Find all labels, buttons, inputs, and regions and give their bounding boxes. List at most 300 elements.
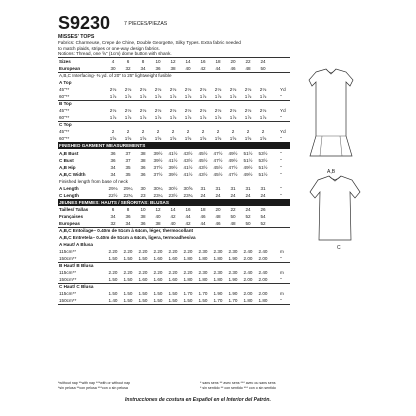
table-cell: 1.40 xyxy=(108,298,118,303)
table-cell: 41½ xyxy=(183,164,193,170)
table-cell: 1.50 xyxy=(153,291,163,296)
table-cell: 47½ xyxy=(228,164,238,170)
table-cell: 1.50 xyxy=(138,298,148,303)
row-label: 115cm** xyxy=(59,249,77,254)
row-label: C Length xyxy=(59,192,79,198)
table-cell: 23¼ xyxy=(153,192,163,198)
table-cell: 48 xyxy=(230,221,236,226)
row-label: 115cm** xyxy=(59,270,77,275)
table-cell: 2.20 xyxy=(168,249,178,254)
table-cell: 50 xyxy=(260,66,266,71)
table-cell: 2.40 xyxy=(243,249,253,254)
table-cell: 1.80 xyxy=(258,298,268,303)
table-cell: 52 xyxy=(245,214,251,219)
table-cell: 22 xyxy=(245,59,251,64)
table-cell: 1.60 xyxy=(168,256,178,261)
row-label: Tailles/ Tallas xyxy=(59,207,89,212)
table-cell: 1.80 xyxy=(213,256,223,261)
table-cell: 2⅛ xyxy=(199,87,207,92)
table-cell: 1⅝ xyxy=(199,136,207,141)
table-cell: 46 xyxy=(230,66,236,71)
table-cell: 2.20 xyxy=(153,270,163,275)
table-cell: 2⅛ xyxy=(184,87,192,92)
table-cell: 10 xyxy=(155,59,161,64)
table-cell: 2.30 xyxy=(228,249,238,254)
table-row xyxy=(58,248,290,255)
section-title: B Top xyxy=(59,101,72,106)
table-cell: 1.90 xyxy=(228,277,238,282)
table-cell: 1.90 xyxy=(213,291,223,296)
row-label: European xyxy=(59,66,81,71)
table-cell: 1⅞ xyxy=(109,115,117,120)
table-cell: 35 xyxy=(125,171,131,177)
table-cell: 48 xyxy=(215,214,221,219)
row-label: 60"** xyxy=(59,136,70,141)
table-cell: 34 xyxy=(140,66,146,71)
table-cell: 38 xyxy=(155,221,161,226)
table-cell: 23¾ xyxy=(183,192,193,198)
table-cell: 39½ xyxy=(153,157,163,163)
spanish-banner: JEUNES FEMMES: HAUTS / SEÑORITAS: BLUSAS xyxy=(58,199,290,206)
table-cell: 2.20 xyxy=(123,270,133,275)
table-row xyxy=(58,135,290,142)
table-cell: 2⅛ xyxy=(169,108,177,113)
table-cell: 2.20 xyxy=(183,249,193,254)
table-cell: 1⅞ xyxy=(199,115,207,120)
table-cell: 2⅛ xyxy=(124,87,132,92)
table-cell: 34 xyxy=(125,221,131,226)
table-cell: 30 xyxy=(110,66,116,71)
table-cell: 2 xyxy=(111,129,115,134)
table-cell: 50 xyxy=(230,214,236,219)
sizes-row xyxy=(58,58,290,65)
row-label: 115cm** xyxy=(59,291,77,296)
table-cell: 31 xyxy=(245,185,251,191)
table-cell: 2.20 xyxy=(153,249,163,254)
table-cell: 1.70 xyxy=(228,298,238,303)
table-row xyxy=(58,128,290,135)
table-cell: 6 xyxy=(111,207,115,212)
table-cell: 1.80 xyxy=(243,298,253,303)
table-cell: 36 xyxy=(140,171,146,177)
table-cell: 47½ xyxy=(228,171,238,177)
table-cell: 2 xyxy=(216,129,220,134)
entretela-line: A,B,C Entretela– 0.40m de 51cm a 64cm, ligera, termoadhesiva xyxy=(59,235,196,240)
table-cell: 1⅞ xyxy=(109,94,117,99)
table-cell: 24 xyxy=(215,192,221,198)
table-cell: 52 xyxy=(260,221,266,226)
table-cell: 34 xyxy=(110,214,116,219)
table-cell: 1⅞ xyxy=(154,94,162,99)
row-label: Françaises xyxy=(59,214,84,219)
table-cell: 22 xyxy=(230,207,236,212)
table-cell: 49½ xyxy=(228,150,238,156)
table-cell: 23 xyxy=(140,192,146,198)
row-label: 45"** xyxy=(59,129,70,134)
table-row xyxy=(58,86,290,93)
unit-label: " xyxy=(280,136,282,141)
table-cell: 39½ xyxy=(168,171,178,177)
table-cell: 1⅞ xyxy=(214,115,222,120)
table-cell: 24 xyxy=(260,59,266,64)
table-cell: 23½ xyxy=(168,192,178,198)
table-cell: 30¼ xyxy=(153,185,163,191)
table-cell: 38 xyxy=(140,157,146,163)
row-label: A,B Hip xyxy=(59,164,76,170)
table-cell: 1⅝ xyxy=(244,136,252,141)
table-cell: 31 xyxy=(215,185,221,191)
unit-label: m xyxy=(280,270,284,275)
european-sizes-row xyxy=(58,65,290,72)
notions-line: Notions: Thread, one ⅝" (1cm) dome button with shank. xyxy=(58,51,172,56)
table-cell: 2⅛ xyxy=(214,108,222,113)
table-row xyxy=(58,276,290,283)
table-cell: 43½ xyxy=(183,150,193,156)
table-cell: 2⅛ xyxy=(244,87,252,92)
table-cell: 2.20 xyxy=(138,270,148,275)
table-rule xyxy=(58,121,290,122)
table-cell: 2 xyxy=(201,129,205,134)
table-cell: 2⅛ xyxy=(199,108,207,113)
table-cell: 49½ xyxy=(243,164,253,170)
table-cell: 45½ xyxy=(213,164,223,170)
table-cell: 34 xyxy=(110,164,116,170)
table-cell: 36 xyxy=(155,66,161,71)
table-cell: 2⅛ xyxy=(184,108,192,113)
unit-label: Yd xyxy=(280,108,286,113)
table-cell: 1⅝ xyxy=(259,136,267,141)
table-row xyxy=(58,107,290,114)
table-cell: 30⅝ xyxy=(183,185,193,191)
table-cell: 37 xyxy=(125,150,131,156)
table-cell: 1.50 xyxy=(108,256,118,261)
table-cell: 2⅛ xyxy=(139,108,147,113)
table-cell: 35 xyxy=(125,164,131,170)
table-cell: 37½ xyxy=(153,164,163,170)
table-cell: 1⅝ xyxy=(229,136,237,141)
table-cell: 38 xyxy=(140,150,146,156)
table-cell: 20 xyxy=(215,207,221,212)
row-label: 45"** xyxy=(59,108,70,113)
europeas-row xyxy=(58,220,290,227)
table-cell: 2⅛ xyxy=(259,87,267,92)
table-cell: 49½ xyxy=(243,171,253,177)
table-cell: 24 xyxy=(200,192,206,198)
table-cell: 1.80 xyxy=(213,277,223,282)
row-label: A,B,C Width xyxy=(59,171,86,177)
table-cell: 1.50 xyxy=(168,291,178,296)
tallas-row xyxy=(58,206,290,213)
table-cell: 1⅞ xyxy=(154,115,162,120)
table-cell: 2.40 xyxy=(243,270,253,275)
table-cell: 1⅝ xyxy=(214,136,222,141)
finished-length-title: Finished length from base of neck xyxy=(59,178,128,184)
entoilage-line: A,B,C Entoilage– 0.40m de 51cm à 64cm, léger, thermocollant xyxy=(59,228,194,233)
table-cell: 10 xyxy=(140,207,146,212)
table-cell: 1⅞ xyxy=(169,94,177,99)
table-cell: 26 xyxy=(260,207,266,212)
table-cell: 45½ xyxy=(198,157,208,163)
table-cell: 2⅛ xyxy=(109,108,117,113)
table-cell: 8 xyxy=(126,207,130,212)
table-cell: 37 xyxy=(125,157,131,163)
view-ab-label: A,B xyxy=(327,169,336,175)
table-cell: 39½ xyxy=(168,164,178,170)
table-cell: 2⅛ xyxy=(229,87,237,92)
table-cell: 1⅞ xyxy=(124,115,132,120)
row-label: Europeas xyxy=(59,221,80,226)
table-cell: 24 xyxy=(245,207,251,212)
francaises-row xyxy=(58,213,290,220)
footnote-right-2: * sin sentido ** con sentido *** con o sin sentido xyxy=(200,386,276,390)
table-cell: 2.30 xyxy=(213,270,223,275)
table-cell: 1⅝ xyxy=(139,136,147,141)
unit-label: m xyxy=(280,291,284,296)
table-cell: 2 xyxy=(246,129,250,134)
table-cell: 36 xyxy=(110,150,116,156)
table-cell: 43½ xyxy=(198,171,208,177)
table-cell: 38 xyxy=(170,66,176,71)
table-row xyxy=(58,269,290,276)
subtitle: MISSES' TOPS xyxy=(58,34,95,40)
table-cell: 2.40 xyxy=(258,249,268,254)
table-cell: 46 xyxy=(215,221,221,226)
table-row xyxy=(58,297,290,304)
table-cell: 2⅛ xyxy=(244,108,252,113)
table-cell: 1⅞ xyxy=(169,115,177,120)
table-cell: 2⅛ xyxy=(229,108,237,113)
pieces-count: 7 PIECES/PIEZAS xyxy=(124,21,168,27)
table-cell: 2⅛ xyxy=(169,87,177,92)
section-title: B Haut/ B Blusa xyxy=(59,263,94,268)
table-cell: 43½ xyxy=(183,157,193,163)
unit-label: " xyxy=(280,298,282,303)
unit-label: " xyxy=(280,192,282,198)
table-cell: 1.50 xyxy=(153,298,163,303)
fabrics-line-2: to match plaids, stripes or one-way design fabrics. xyxy=(58,45,160,51)
table-cell: 32 xyxy=(110,221,116,226)
table-cell: 1.50 xyxy=(108,291,118,296)
table-cell: 2 xyxy=(186,129,190,134)
table-cell: 36 xyxy=(110,157,116,163)
table-cell: 1.90 xyxy=(228,291,238,296)
table-cell: 1.70 xyxy=(198,291,208,296)
table-cell: 2.00 xyxy=(258,277,268,282)
section-title: A Top xyxy=(59,80,72,85)
table-cell: 54 xyxy=(260,214,266,219)
table-cell: 32 xyxy=(125,66,131,71)
interfacing-line: A,B,C Interfacing- ⅜ yd. of 20" to 25" lightweight fusible xyxy=(59,73,172,78)
table-cell: 2.00 xyxy=(258,256,268,261)
table-row xyxy=(58,171,290,178)
table-cell: 1.60 xyxy=(168,277,178,282)
view-c-drawing xyxy=(300,174,370,254)
table-cell: 1.60 xyxy=(153,256,163,261)
table-row xyxy=(58,192,290,199)
table-cell: 4 xyxy=(111,59,115,64)
table-cell: 2⅛ xyxy=(154,87,162,92)
table-cell: 42 xyxy=(185,221,191,226)
table-cell: 2.40 xyxy=(258,270,268,275)
table-row xyxy=(58,93,290,100)
table-cell: 1.50 xyxy=(108,277,118,282)
table-cell: 1⅝ xyxy=(154,136,162,141)
table-cell: 2⅛ xyxy=(124,108,132,113)
unit-label: Yd xyxy=(280,129,286,134)
section-title: C Top xyxy=(59,122,72,127)
table-cell: 41½ xyxy=(183,171,193,177)
table-row xyxy=(58,114,290,121)
table-cell: 51½ xyxy=(258,171,268,177)
pattern-number: S9230 xyxy=(58,13,111,33)
table-cell: 1⅞ xyxy=(259,115,267,120)
table-cell: 1.50 xyxy=(123,298,133,303)
table-cell: 2.30 xyxy=(228,270,238,275)
table-cell: 1.80 xyxy=(198,277,208,282)
view-ab-drawing xyxy=(296,66,366,166)
table-cell: 1⅞ xyxy=(229,115,237,120)
table-row xyxy=(58,185,290,192)
table-cell: 2⅛ xyxy=(139,87,147,92)
table-cell: 14 xyxy=(170,207,176,212)
table-cell: 42 xyxy=(170,214,176,219)
footnote-left-2: *sin pelusa **con pelusa ***con o sin pelusa xyxy=(58,386,128,390)
table-cell: 31 xyxy=(260,185,266,191)
section-title: A Haut/ A Blusa xyxy=(59,242,93,247)
table-cell: 1.50 xyxy=(198,298,208,303)
table-cell: 1⅞ xyxy=(124,94,132,99)
table-cell: 39½ xyxy=(153,150,163,156)
table-cell: 1.60 xyxy=(153,277,163,282)
table-cell: 36 xyxy=(140,221,146,226)
table-cell: 1⅝ xyxy=(184,136,192,141)
table-cell: 41½ xyxy=(168,157,178,163)
table-cell: 1⅞ xyxy=(199,94,207,99)
table-cell: 1.60 xyxy=(138,277,148,282)
table-cell: 1⅞ xyxy=(214,94,222,99)
table-cell: 2.20 xyxy=(183,270,193,275)
table-cell: 2.20 xyxy=(108,270,118,275)
table-cell: 1.70 xyxy=(183,291,193,296)
table-cell: 47½ xyxy=(213,150,223,156)
table-cell: 29⅛ xyxy=(108,185,118,191)
table-cell: 2.00 xyxy=(243,256,253,261)
unit-label: " xyxy=(280,256,282,261)
unit-label: " xyxy=(280,150,282,156)
table-cell: 42 xyxy=(200,66,206,71)
table-cell: 40 xyxy=(185,66,191,71)
unit-label: " xyxy=(280,157,282,163)
table-cell: 16 xyxy=(185,207,191,212)
table-cell: 2⅛ xyxy=(214,87,222,92)
row-label: 150cm** xyxy=(59,298,77,303)
table-cell: 38 xyxy=(140,214,146,219)
table-cell: 22½ xyxy=(108,192,118,198)
table-cell: 18 xyxy=(215,59,221,64)
row-label: C Bust xyxy=(59,157,74,163)
table-cell: 49½ xyxy=(228,157,238,163)
table-cell: 2.30 xyxy=(198,249,208,254)
table-cell: 1.70 xyxy=(213,298,223,303)
table-cell: 8 xyxy=(141,59,145,64)
table-cell: 48 xyxy=(245,66,251,71)
table-cell: 1⅞ xyxy=(139,94,147,99)
table-cell: 1.50 xyxy=(123,256,133,261)
table-cell: 45½ xyxy=(213,171,223,177)
table-cell: 20 xyxy=(230,59,236,64)
unit-label: " xyxy=(280,277,282,282)
table-cell: 1⅞ xyxy=(259,94,267,99)
table-cell: 2 xyxy=(141,129,145,134)
table-cell: 22¾ xyxy=(123,192,133,198)
footnote-left: *without nap **with nap ***with or without nap xyxy=(58,381,131,385)
table-cell: 14 xyxy=(185,59,191,64)
row-label: Sizes xyxy=(59,59,71,64)
table-cell: 41½ xyxy=(168,150,178,156)
unit-label: m xyxy=(280,249,284,254)
finished-measurements-banner: FINISHED GARMENT MEASUREMENTS xyxy=(58,142,290,149)
table-cell: 1.50 xyxy=(183,298,193,303)
table-cell: 36 xyxy=(140,164,146,170)
table-cell: 1.50 xyxy=(138,256,148,261)
table-cell: 2 xyxy=(261,129,265,134)
table-cell: 1⅞ xyxy=(184,94,192,99)
table-cell: 51½ xyxy=(243,150,253,156)
row-label: 60"** xyxy=(59,94,70,99)
table-cell: 2.00 xyxy=(243,277,253,282)
table-cell: 2.00 xyxy=(258,291,268,296)
table-rule xyxy=(58,100,290,101)
row-label: 45"** xyxy=(59,87,70,92)
table-cell: 47½ xyxy=(213,157,223,163)
table-cell: 24 xyxy=(260,192,266,198)
table-cell: 30½ xyxy=(168,185,178,191)
table-cell: 46 xyxy=(200,214,206,219)
footnote-right: * sans sens ** avec sens *** avec ou sans sens xyxy=(200,381,276,385)
table-cell: 30 xyxy=(140,185,146,191)
table-cell: 2 xyxy=(171,129,175,134)
table-row xyxy=(58,290,290,297)
table-cell: 1⅞ xyxy=(244,94,252,99)
unit-label: " xyxy=(280,94,282,99)
unit-label: " xyxy=(280,164,282,170)
row-label: 150cm** xyxy=(59,256,77,261)
table-cell: 50 xyxy=(245,221,251,226)
table-cell: 53½ xyxy=(258,157,268,163)
table-cell: 18 xyxy=(200,207,206,212)
table-cell: 1.50 xyxy=(168,298,178,303)
table-cell: 31 xyxy=(230,185,236,191)
row-label: 150cm** xyxy=(59,277,77,282)
table-cell: 2⅛ xyxy=(154,108,162,113)
table-row xyxy=(58,157,290,164)
table-cell: 31 xyxy=(200,185,206,191)
table-cell: 40 xyxy=(170,221,176,226)
table-row xyxy=(58,150,290,157)
table-cell: 1.80 xyxy=(183,256,193,261)
table-cell: 29¼ xyxy=(123,185,133,191)
table-cell: 1.50 xyxy=(138,291,148,296)
table-cell: 1⅞ xyxy=(139,115,147,120)
table-cell: 2.20 xyxy=(138,249,148,254)
view-c-label: C xyxy=(337,245,341,251)
table-cell: 1⅝ xyxy=(109,136,117,141)
table-cell: 1⅞ xyxy=(184,115,192,120)
row-label: A,B Bust xyxy=(59,150,79,156)
table-cell: 2 xyxy=(126,129,130,134)
table-cell: 16 xyxy=(200,59,206,64)
table-cell: 24 xyxy=(245,192,251,198)
